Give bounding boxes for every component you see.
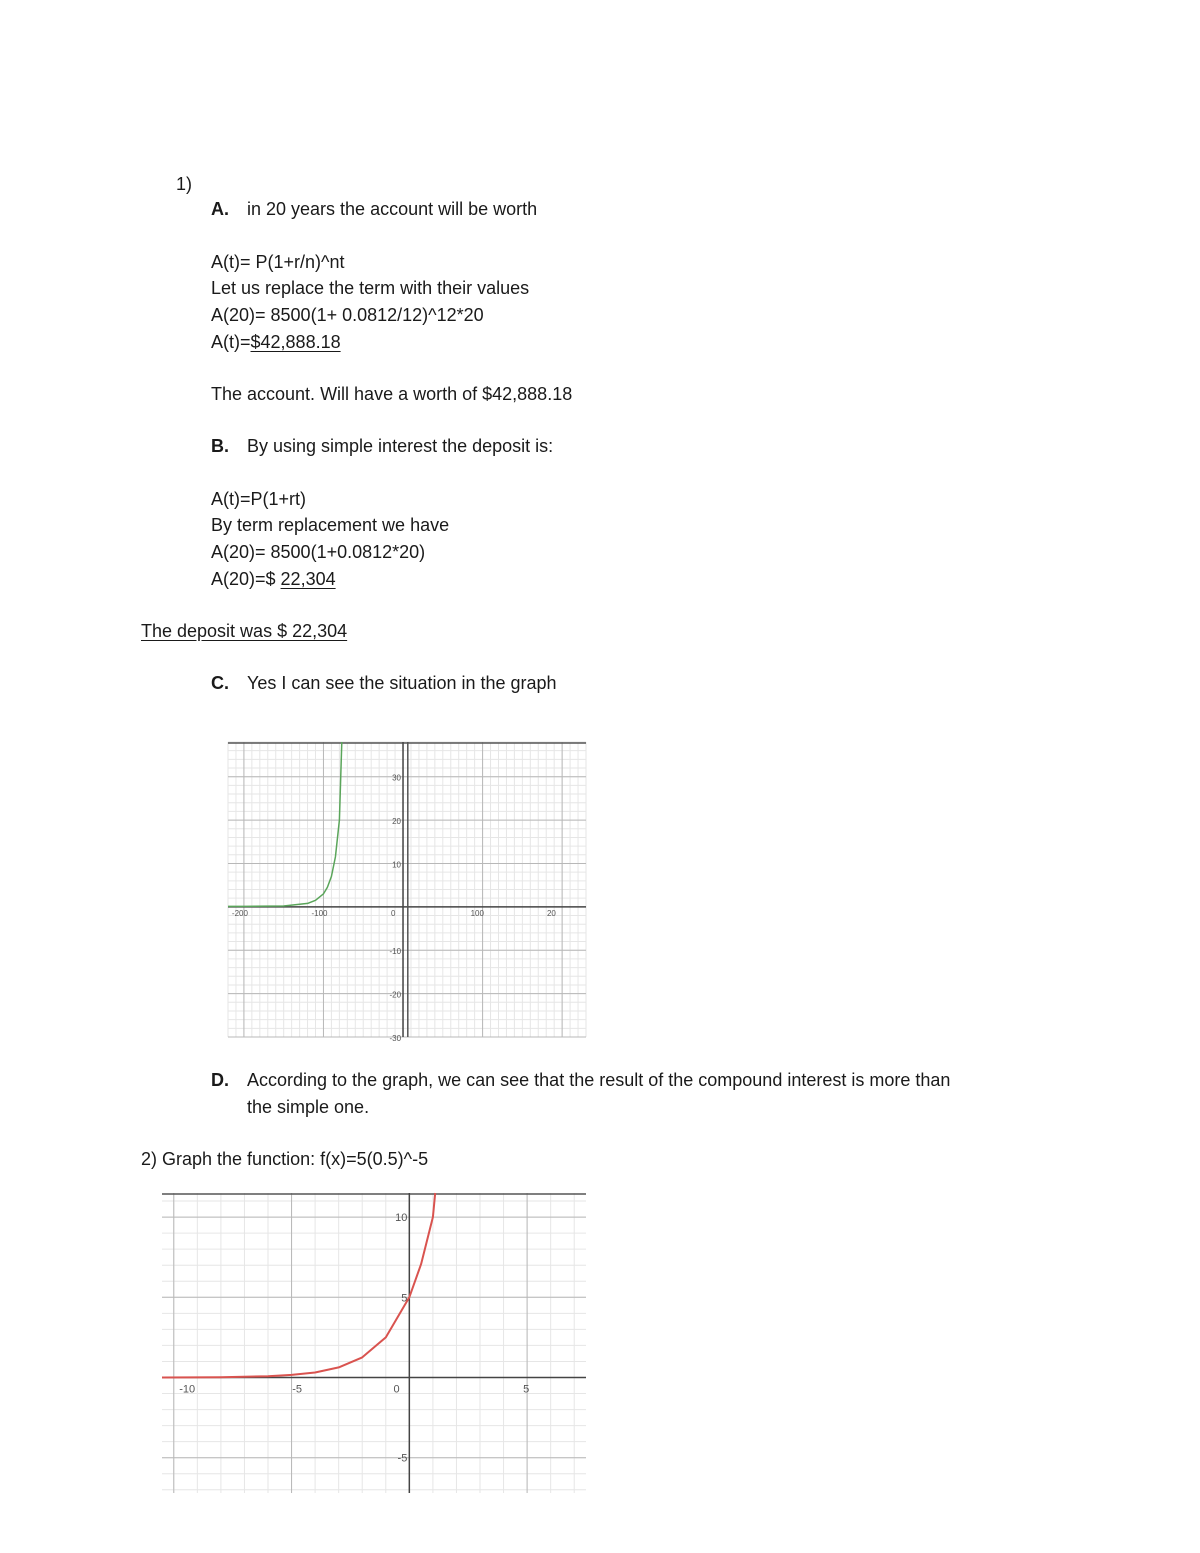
part-a-text: in 20 years the account will be worth (247, 199, 538, 219)
y-tick-label: -20 (389, 990, 402, 1000)
part-b-result (211, 568, 336, 590)
part-b-replace-text: By term replacement we have (211, 515, 450, 535)
part-c-marker: C. (211, 673, 229, 693)
y-tick-label: -30 (389, 1034, 402, 1043)
y-tick-label: 10 (395, 1212, 408, 1225)
part-a-result-value: $42,888.18 (250, 332, 341, 352)
x-tick-label: -5 (292, 1383, 303, 1396)
plot-background (162, 1193, 586, 1493)
part-a-conclusion: The account. Will have a worth of $42,888.18 (211, 384, 573, 404)
part-b-line (211, 435, 553, 457)
question-2-heading: 2) Graph the function: f(x)=5(0.5)^-5 (141, 1149, 429, 1169)
part-a-line (211, 198, 537, 220)
part-d-text-continued: the simple one. (247, 1097, 370, 1117)
deposit-statement: The deposit was $ 22,304 (141, 621, 348, 641)
x-tick-label: 5 (523, 1383, 530, 1396)
x-tick-label: -10 (179, 1383, 196, 1396)
part-b-formula: A(t)=P(1+rt) (211, 489, 307, 509)
x-tick-label: 0 (393, 1383, 400, 1396)
part-a-marker: A. (211, 199, 229, 219)
part-a-replace-text: Let us replace the term with their values (211, 278, 530, 298)
part-b-marker: B. (211, 436, 229, 456)
question-1-number: 1) (176, 174, 193, 194)
y-tick-label: -5 (397, 1452, 408, 1465)
y-tick-label: 20 (392, 817, 402, 827)
x-tick-label: -200 (231, 908, 248, 918)
part-a-result (211, 331, 341, 353)
part-d-line (211, 1069, 950, 1091)
part-c-text: Yes I can see the situation in the graph (247, 673, 557, 693)
part-d-text: According to the graph, we can see that the result of the compound interest is more than (247, 1070, 951, 1090)
part-b-result-prefix: A(20)=$ (211, 569, 281, 589)
x-tick-label: 20 (546, 908, 556, 918)
part-d-marker: D. (211, 1070, 229, 1090)
part-b-result-value: 22,304 (280, 569, 336, 589)
part-c-line (211, 672, 557, 694)
y-tick-label: 5 (401, 1292, 408, 1305)
x-tick-label: -100 (311, 908, 328, 918)
y-tick-label: 10 (392, 860, 402, 870)
part-b-text: By using simple interest the deposit is: (247, 436, 554, 456)
part-a-substitution: A(20)= 8500(1+ 0.0812/12)^12*20 (211, 305, 484, 325)
y-tick-label: -10 (389, 947, 402, 957)
x-tick-label: 0 (391, 908, 396, 918)
y-tick-label: 30 (392, 773, 402, 783)
part-a-formula: A(t)= P(1+r/n)^nt (211, 252, 345, 272)
x-tick-label: 100 (470, 908, 484, 918)
exponential-function-graph (162, 1193, 586, 1493)
part-b-substitution: A(20)= 8500(1+0.0812*20) (211, 542, 426, 562)
part-a-result-prefix: A(t)= (211, 332, 251, 352)
compound-interest-graph (228, 742, 586, 1043)
